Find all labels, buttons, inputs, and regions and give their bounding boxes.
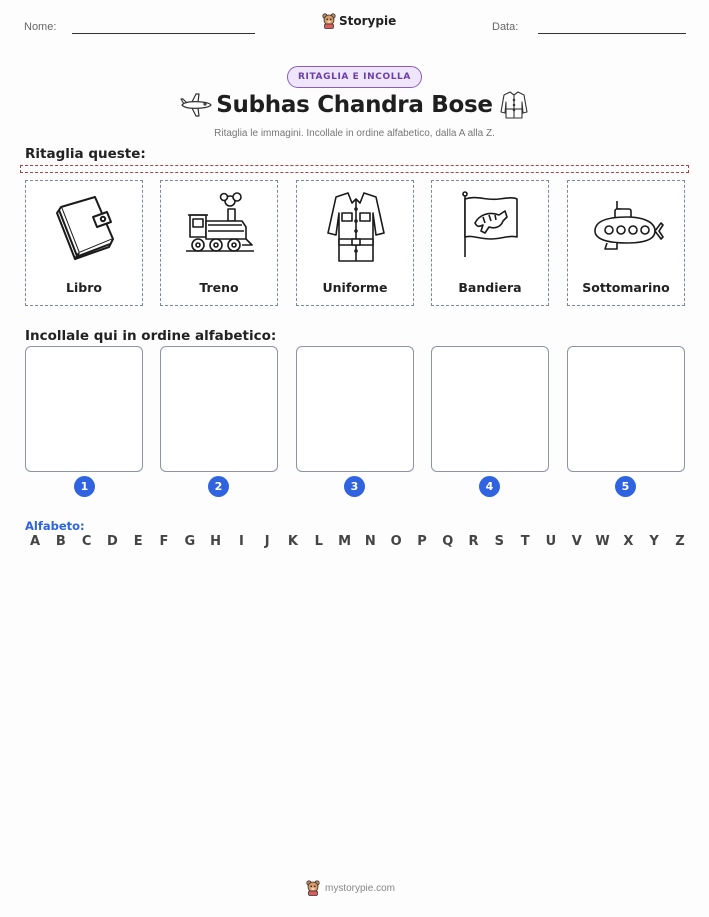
alphabet-letter: F (159, 534, 169, 549)
card-label: Bandiera (458, 280, 522, 295)
cut-line (20, 165, 689, 173)
alphabet-letter: U (545, 534, 557, 549)
card-libro[interactable] (25, 180, 143, 306)
book-icon (45, 187, 125, 267)
train-icon (180, 187, 260, 267)
paste-slot-2[interactable] (160, 346, 278, 472)
alphabet-letter: C (81, 534, 92, 549)
alphabet-letter: W (595, 534, 610, 549)
bear-icon (322, 13, 336, 29)
alphabet-letter: E (133, 534, 143, 549)
alphabet-letter: O (390, 534, 402, 549)
bear-icon (306, 880, 320, 896)
name-field-line[interactable] (72, 33, 255, 34)
alphabet-letter: Q (442, 534, 454, 549)
cut-section-title: Ritaglia queste: (25, 146, 146, 162)
alphabet-letter: K (287, 534, 298, 549)
alphabet-row (25, 534, 690, 549)
paste-slot-3[interactable] (296, 346, 414, 472)
slot-number-2: 2 (208, 476, 229, 497)
alphabet-letter: B (55, 534, 66, 549)
instructions: Ritaglia le immagini. Incollale in ordine alfabetico, dalla A alla Z. (214, 128, 495, 139)
alphabet-letter: L (314, 534, 323, 549)
name-label: Nome: (24, 21, 57, 33)
alphabet-letter: V (571, 534, 582, 549)
alphabet-letter: G (184, 534, 196, 549)
card-uniforme[interactable] (296, 180, 414, 306)
alphabet-letter: N (364, 534, 376, 549)
uniform-icon (316, 187, 396, 267)
paste-section-title: Incollale qui in ordine alfabetico: (25, 328, 277, 344)
card-treno[interactable] (160, 180, 278, 306)
card-label: Libro (66, 280, 102, 295)
submarine-icon (587, 187, 667, 267)
alphabet-letter: Y (649, 534, 659, 549)
footer-url: mystorypie.com (325, 882, 396, 894)
alphabet-letter: R (468, 534, 479, 549)
alphabet-letter: T (520, 534, 530, 549)
storypie-logo (322, 13, 396, 29)
alphabet-letter: H (210, 534, 222, 549)
slot-number-1: 1 (74, 476, 95, 497)
card-bandiera[interactable] (431, 180, 549, 306)
card-label: Sottomarino (582, 280, 670, 295)
alphabet-letter: S (494, 534, 505, 549)
slot-number-5: 5 (615, 476, 636, 497)
alphabet-letter: I (238, 534, 244, 549)
date-field-line[interactable] (538, 33, 686, 34)
uniform-small-icon (498, 90, 530, 120)
page-title: Subhas Chandra Bose (216, 92, 493, 118)
footer (306, 880, 395, 896)
paste-slot-1[interactable] (25, 346, 143, 472)
alphabet-letter: D (106, 534, 118, 549)
alphabet-letter: Z (675, 534, 685, 549)
brand-name: Storypie (339, 14, 397, 28)
flag-icon (451, 187, 531, 267)
card-sottomarino[interactable] (567, 180, 685, 306)
activity-badge: RITAGLIA E INCOLLA (287, 66, 422, 88)
alphabet-letter: P (417, 534, 427, 549)
alphabet-letter: A (29, 534, 41, 549)
slot-number-3: 3 (344, 476, 365, 497)
alphabet-letter: J (264, 534, 270, 549)
card-label: Uniforme (322, 280, 388, 295)
paste-slot-5[interactable] (567, 346, 685, 472)
alphabet-title: Alfabeto: (25, 519, 85, 533)
alphabet-letter: M (338, 534, 352, 549)
date-label: Data: (492, 21, 519, 33)
paste-slot-4[interactable] (431, 346, 549, 472)
alphabet-letter: X (623, 534, 634, 549)
slot-number-4: 4 (479, 476, 500, 497)
card-label: Treno (199, 280, 239, 295)
